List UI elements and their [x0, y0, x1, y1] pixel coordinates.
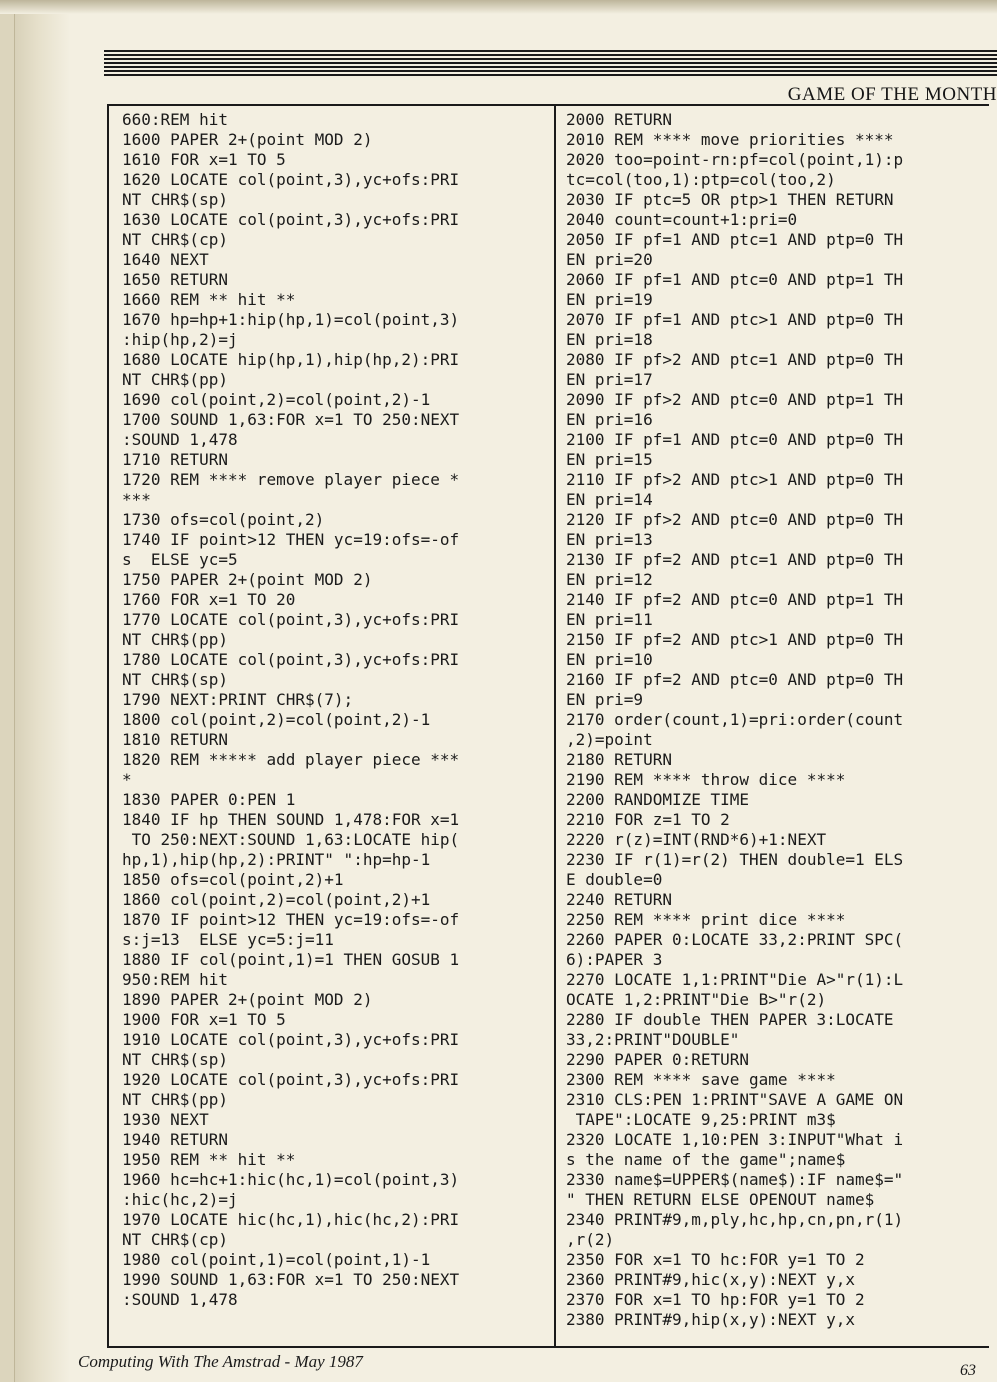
code-line: 2100 IF pf=1 AND ptc=0 AND ptp=0 TH	[566, 430, 904, 449]
code-line: 1980 col(point,1)=col(point,1)-1	[122, 1250, 431, 1269]
code-line: 2150 IF pf=2 AND ptc>1 AND ptp=0 TH	[566, 630, 904, 649]
code-line: 1690 col(point,2)=col(point,2)-1	[122, 390, 431, 409]
code-line: s the name of the game";name$	[566, 1150, 846, 1169]
code-line: NT CHR$(pp)	[122, 630, 228, 649]
code-line: 1850 ofs=col(point,2)+1	[122, 870, 344, 889]
code-line: 1960 hc=hc+1:hic(hc,1)=col(point,3)	[122, 1170, 460, 1189]
code-line: s:j=13 ELSE yc=5:j=11	[122, 930, 334, 949]
code-line: 1780 LOCATE col(point,3),yc+ofs:PRI	[122, 650, 460, 669]
code-line: 2300 REM **** save game ****	[566, 1070, 836, 1089]
code-line: 2130 IF pf=2 AND ptc=1 AND ptp=0 TH	[566, 550, 904, 569]
code-line: 6):PAPER 3	[566, 950, 663, 969]
code-line: EN pri=11	[566, 610, 653, 629]
code-line: hp,1),hip(hp,2):PRINT" ":hp=hp-1	[122, 850, 431, 869]
code-line: TO 250:NEXT:SOUND 1,63:LOCATE hip(	[122, 830, 460, 849]
code-line: EN pri=15	[566, 450, 653, 469]
code-line: s ELSE yc=5	[122, 550, 238, 569]
section-title: GAME OF THE MONTH	[787, 84, 997, 105]
code-line: 2170 order(count,1)=pri:order(count	[566, 710, 904, 729]
code-line: EN pri=16	[566, 410, 653, 429]
code-line: 1830 PAPER 0:PEN 1	[122, 790, 296, 809]
code-line: 2370 FOR x=1 TO hp:FOR y=1 TO 2	[566, 1290, 865, 1309]
code-line: 2320 LOCATE 1,10:PEN 3:INPUT"What i	[566, 1130, 904, 1149]
listing-right-column	[566, 110, 997, 1330]
code-line: 1970 LOCATE hic(hc,1),hic(hc,2):PRI	[122, 1210, 460, 1229]
code-line: *	[122, 770, 132, 789]
code-line: 1930 NEXT	[122, 1110, 209, 1129]
code-line: 2190 REM **** throw dice ****	[566, 770, 846, 789]
code-line: 2340 PRINT#9,m,ply,hc,hp,cn,pn,r(1)	[566, 1210, 904, 1229]
code-line: 2140 IF pf=2 AND ptc=0 AND ptp=1 TH	[566, 590, 904, 609]
code-line: 1660 REM ** hit **	[122, 290, 296, 309]
code-line: NT CHR$(pp)	[122, 370, 228, 389]
code-line: OCATE 1,2:PRINT"Die B>"r(2)	[566, 990, 827, 1009]
code-line: 1790 NEXT:PRINT CHR$(7);	[122, 690, 354, 709]
code-line: 2050 IF pf=1 AND ptc=1 AND ptp=0 TH	[566, 230, 904, 249]
code-line: 2010 REM **** move priorities ****	[566, 130, 894, 149]
code-line: NT CHR$(sp)	[122, 1050, 228, 1069]
code-line: TAPE":LOCATE 9,25:PRINT m3$	[566, 1110, 836, 1129]
code-line: 2250 REM **** print dice ****	[566, 910, 846, 929]
code-line: 1710 RETURN	[122, 450, 228, 469]
page-number: 63	[960, 1362, 976, 1379]
code-line: ,2)=point	[566, 730, 653, 749]
code-line: :SOUND 1,478	[122, 1290, 238, 1309]
code-line: 2330 name$=UPPER$(name$):IF name$="	[566, 1170, 904, 1189]
code-line: NT CHR$(sp)	[122, 190, 228, 209]
code-line: 2040 count=count+1:pri=0	[566, 210, 798, 229]
code-line: 1820 REM ***** add player piece ***	[122, 750, 460, 769]
code-line: EN pri=12	[566, 570, 653, 589]
code-line: 1720 REM **** remove player piece *	[122, 470, 460, 489]
code-line: 1730 ofs=col(point,2)	[122, 510, 325, 529]
code-line: 2070 IF pf=1 AND ptc>1 AND ptp=0 TH	[566, 310, 904, 329]
listing-left-column	[122, 110, 546, 1310]
code-line: 33,2:PRINT"DOUBLE"	[566, 1030, 740, 1049]
code-line: 1880 IF col(point,1)=1 THEN GOSUB 1	[122, 950, 460, 969]
code-line: 2230 IF r(1)=r(2) THEN double=1 ELS	[566, 850, 904, 869]
code-line: EN pri=18	[566, 330, 653, 349]
code-line: 1810 RETURN	[122, 730, 228, 749]
footer-magazine: Computing With The Amstrad - May 1987	[78, 1352, 363, 1371]
code-line: 1860 col(point,2)=col(point,2)+1	[122, 890, 431, 909]
code-line: 2020 too=point-rn:pf=col(point,1):p	[566, 150, 904, 169]
code-line: 1670 hp=hp+1:hip(hp,1)=col(point,3)	[122, 310, 460, 329]
code-line: 1770 LOCATE col(point,3),yc+ofs:PRI	[122, 610, 460, 629]
code-line: EN pri=20	[566, 250, 653, 269]
code-line: 1610 FOR x=1 TO 5	[122, 150, 286, 169]
code-line: 2060 IF pf=1 AND ptc=0 AND ptp=1 TH	[566, 270, 904, 289]
code-line: 1630 LOCATE col(point,3),yc+ofs:PRI	[122, 210, 460, 229]
code-line: 1840 IF hp THEN SOUND 1,478:FOR x=1	[122, 810, 460, 829]
code-line: 1760 FOR x=1 TO 20	[122, 590, 296, 609]
code-line: EN pri=13	[566, 530, 653, 549]
code-line: E double=0	[566, 870, 663, 889]
code-line: 2080 IF pf>2 AND ptc=1 AND ptp=0 TH	[566, 350, 904, 369]
code-line: ,r(2)	[566, 1230, 615, 1249]
code-line: 2180 RETURN	[566, 750, 672, 769]
code-line: 2260 PAPER 0:LOCATE 33,2:PRINT SPC(	[566, 930, 904, 949]
column-divider	[554, 106, 556, 1346]
code-line: 1640 NEXT	[122, 250, 209, 269]
code-line: 1920 LOCATE col(point,3),yc+ofs:PRI	[122, 1070, 460, 1089]
code-line: 2090 IF pf>2 AND ptc=0 AND ptp=1 TH	[566, 390, 904, 409]
code-line: " THEN RETURN ELSE OPENOUT name$	[566, 1190, 875, 1209]
code-line: 2380 PRINT#9,hip(x,y):NEXT y,x	[566, 1310, 855, 1329]
code-line: NT CHR$(pp)	[122, 1090, 228, 1109]
code-line: 2290 PAPER 0:RETURN	[566, 1050, 750, 1069]
code-line: 950:REM hit	[122, 970, 228, 989]
code-line: 660:REM hit	[122, 110, 228, 129]
code-line: 1620 LOCATE col(point,3),yc+ofs:PRI	[122, 170, 460, 189]
code-line: 2200 RANDOMIZE TIME	[566, 790, 750, 809]
code-line: 2270 LOCATE 1,1:PRINT"Die A>"r(1):L	[566, 970, 904, 989]
code-line: 1990 SOUND 1,63:FOR x=1 TO 250:NEXT	[122, 1270, 460, 1289]
previous-page-edge	[0, 0, 15, 1382]
code-line: 2120 IF pf>2 AND ptc=0 AND ptp=0 TH	[566, 510, 904, 529]
page-top-shadow	[0, 0, 997, 14]
code-line: 2280 IF double THEN PAPER 3:LOCATE	[566, 1010, 894, 1029]
code-line: 1800 col(point,2)=col(point,2)-1	[122, 710, 431, 729]
code-line: 1700 SOUND 1,63:FOR x=1 TO 250:NEXT	[122, 410, 460, 429]
code-line: 1750 PAPER 2+(point MOD 2)	[122, 570, 373, 589]
code-line: 2000 RETURN	[566, 110, 672, 129]
code-line: 2240 RETURN	[566, 890, 672, 909]
code-line: :hic(hc,2)=j	[122, 1190, 238, 1209]
code-line: 2220 r(z)=INT(RND*6)+1:NEXT	[566, 830, 827, 849]
code-line: 1680 LOCATE hip(hp,1),hip(hp,2):PRI	[122, 350, 460, 369]
code-line: EN pri=19	[566, 290, 653, 309]
code-line: :hip(hp,2)=j	[122, 330, 238, 349]
code-line: NT CHR$(sp)	[122, 670, 228, 689]
code-line: 1900 FOR x=1 TO 5	[122, 1010, 286, 1029]
code-line: 1890 PAPER 2+(point MOD 2)	[122, 990, 373, 1009]
header-rule	[104, 50, 997, 76]
code-line: 1950 REM ** hit **	[122, 1150, 296, 1169]
code-line: NT CHR$(cp)	[122, 230, 228, 249]
code-line: 2030 IF ptc=5 OR ptp>1 THEN RETURN	[566, 190, 894, 209]
code-line: 1870 IF point>12 THEN yc=19:ofs=-of	[122, 910, 460, 929]
code-line: EN pri=14	[566, 490, 653, 509]
code-line: EN pri=17	[566, 370, 653, 389]
code-line: :SOUND 1,478	[122, 430, 238, 449]
code-line: 2210 FOR z=1 TO 2	[566, 810, 730, 829]
code-line: EN pri=9	[566, 690, 644, 709]
code-line: ***	[122, 490, 151, 509]
code-line: 2160 IF pf=2 AND ptc=0 AND ptp=0 TH	[566, 670, 904, 689]
code-line: 1910 LOCATE col(point,3),yc+ofs:PRI	[122, 1030, 460, 1049]
code-line: 2310 CLS:PEN 1:PRINT"SAVE A GAME ON	[566, 1090, 904, 1109]
code-line: 1600 PAPER 2+(point MOD 2)	[122, 130, 373, 149]
code-line: NT CHR$(cp)	[122, 1230, 228, 1249]
code-line: EN pri=10	[566, 650, 653, 669]
code-line: 2360 PRINT#9,hic(x,y):NEXT y,x	[566, 1270, 855, 1289]
code-line: 1650 RETURN	[122, 270, 228, 289]
code-line: 2350 FOR x=1 TO hc:FOR y=1 TO 2	[566, 1250, 865, 1269]
code-line: 2110 IF pf>2 AND ptc>1 AND ptp=0 TH	[566, 470, 904, 489]
code-line: 1740 IF point>12 THEN yc=19:ofs=-of	[122, 530, 460, 549]
code-line: tc=col(too,1):ptp=col(too,2)	[566, 170, 836, 189]
code-line: 1940 RETURN	[122, 1130, 228, 1149]
